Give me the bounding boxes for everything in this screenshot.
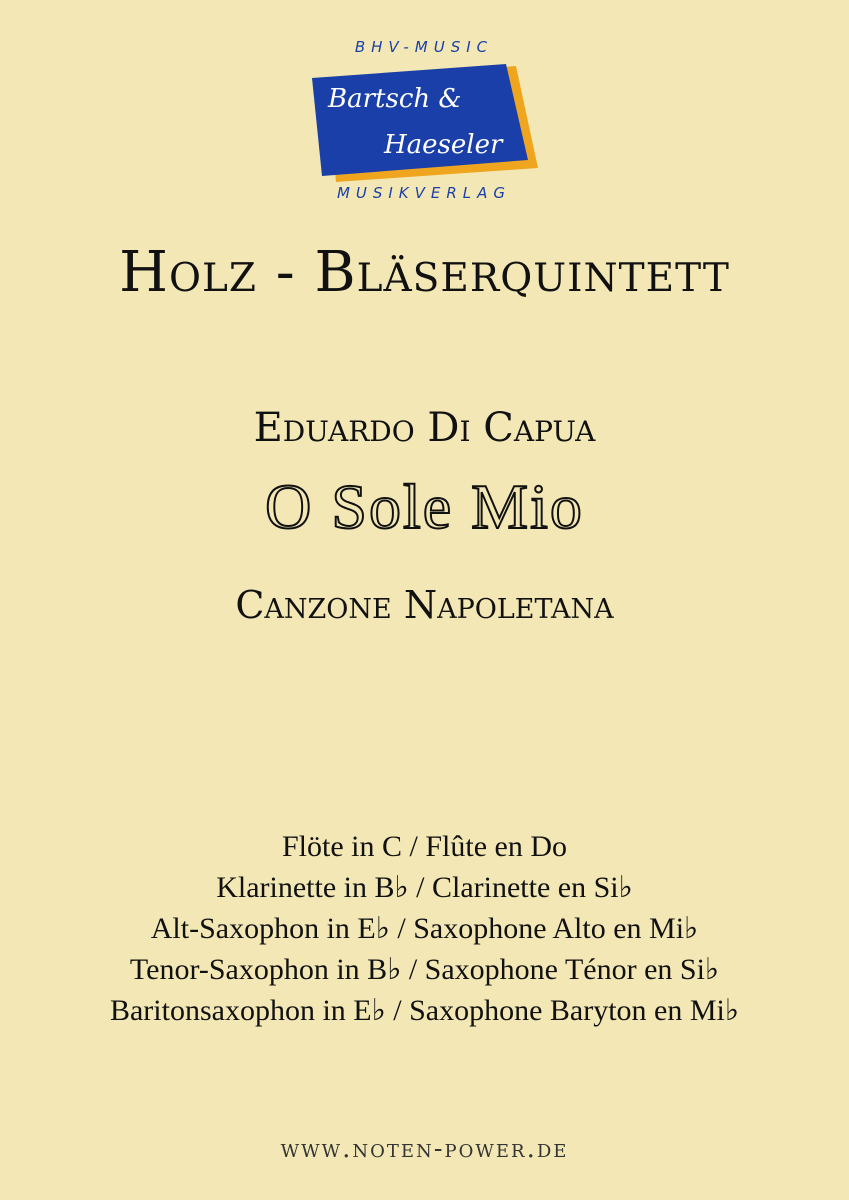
logo-top-text: BHV-MUSIC (354, 38, 494, 56)
instrument-line: Klarinette in B♭ / Clarinette en Si♭ (216, 871, 633, 904)
logo-line-2: Haeseler (384, 130, 503, 160)
ensemble-heading: Holz - Bläserquintett (119, 240, 730, 305)
instrument-line: Alt-Saxophon in E♭ / Saxophone Alto en Mi♭ (150, 912, 699, 945)
logo-line-1: Bartsch & (328, 84, 462, 114)
instrument-line: Flöte in C / Flûte en Do (282, 830, 567, 863)
work-subtitle: Canzone Napoletana (235, 583, 614, 627)
composer-name: Eduardo Di Capua (253, 405, 596, 451)
logo-bottom-text: MUSIKVERLAG (336, 184, 512, 202)
instrument-line: Baritonsaxophon in E♭ / Saxophone Baryton en Mi♭ (109, 994, 740, 1027)
instrument-list (0, 826, 849, 1031)
instrument-line: Tenor-Saxophon in B♭ / Saxophone Ténor en Si♭ (129, 953, 720, 986)
logo-mark (306, 64, 542, 184)
publisher-logo (306, 38, 542, 206)
work-title: O Sole Mio (265, 471, 584, 542)
website-url: www.noten-power.de (280, 1134, 569, 1164)
